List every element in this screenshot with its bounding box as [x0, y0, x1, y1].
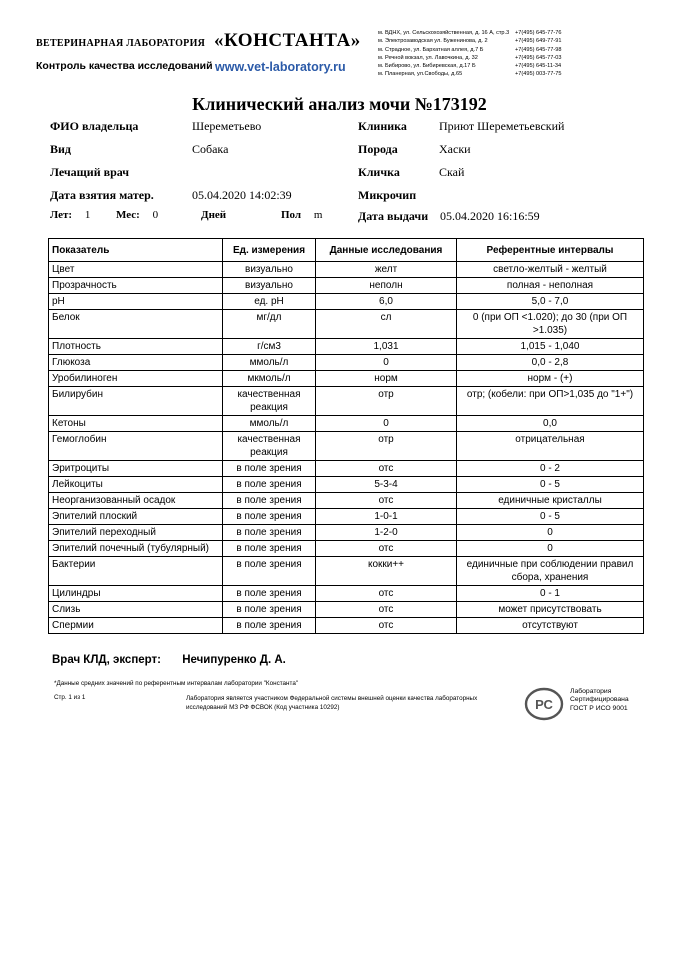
reference-cell: единичные кристаллы	[457, 493, 644, 509]
unit-cell: ммоль/л	[223, 416, 316, 432]
clinic-value: Приют Шереметьевский	[439, 119, 565, 133]
lab-subtitle: Контроль качества исследований	[36, 60, 213, 72]
reference-cell: 0	[457, 541, 644, 557]
sex-value: m	[313, 209, 323, 221]
parameter-cell: Гемоглобин	[49, 432, 223, 461]
breed-value: Хаски	[439, 142, 471, 156]
reference-cell: 5,0 - 7,0	[457, 294, 644, 310]
sample-date-label: Дата взятия матер.	[50, 188, 154, 202]
results-table	[48, 238, 644, 634]
reference-cell: светло-желтый - желтый	[457, 262, 644, 278]
unit-cell: мкмоль/л	[223, 371, 316, 387]
unit-cell: мг/дл	[223, 310, 316, 339]
lab-phones	[515, 29, 579, 79]
nickname-label: Кличка	[358, 165, 400, 179]
parameter-cell: Глюкоза	[49, 355, 223, 371]
unit-cell: качественная реакция	[223, 432, 316, 461]
issue-date-label: Дата выдачи	[358, 209, 429, 223]
age-years	[50, 209, 90, 221]
reference-cell: может присутствовать	[457, 602, 644, 618]
cert-line: ГОСТ Р ИСО 9001	[570, 704, 628, 712]
parameter-cell: Слизь	[49, 602, 223, 618]
reference-cell: единичные при соблюдении правил сбора, хранения	[457, 557, 644, 586]
parameter-cell: Цвет	[49, 262, 223, 278]
parameter-cell: Уробилиноген	[49, 371, 223, 387]
address-line: м. Страдное, ул. Бархатная аллея, д.7 Б	[378, 46, 484, 53]
unit-cell: в поле зрения	[223, 525, 316, 541]
reference-cell: 0 - 5	[457, 509, 644, 525]
address-line: м. Речной вокзал, ул. Лавочкина, д. 32	[378, 54, 478, 61]
parameter-cell: Билирубин	[49, 387, 223, 416]
age-months-value: 0	[152, 209, 159, 221]
expert-label: Врач КЛД, эксперт:	[52, 654, 162, 666]
parameter-cell: Лейкоциты	[49, 477, 223, 493]
result-cell: отс	[316, 586, 457, 602]
species-value: Собака	[192, 142, 229, 156]
reference-cell: отсутствуют	[457, 618, 644, 634]
result-cell: норм	[316, 371, 457, 387]
breed-label: Порода	[358, 142, 398, 156]
lab-website-link[interactable]: www.vet-laboratory.ru	[215, 60, 346, 74]
sample-date-value: 05.04.2020 14:02:39	[192, 188, 292, 202]
phone-line: +7(495) 003-77-75	[515, 71, 562, 78]
table-row	[49, 602, 644, 618]
table-row	[49, 310, 644, 339]
table-row	[49, 618, 644, 634]
unit-cell: в поле зрения	[223, 586, 316, 602]
parameter-cell: pH	[49, 294, 223, 310]
parameter-cell: Эпителий почечный (тубулярный)	[49, 541, 223, 557]
unit-cell: в поле зрения	[223, 602, 316, 618]
page-number: Стр. 1 из 1	[54, 694, 86, 701]
result-cell: 1,031	[316, 339, 457, 355]
parameter-cell: Белок	[49, 310, 223, 339]
parameter-cell: Кетоны	[49, 416, 223, 432]
reference-cell: 0	[457, 525, 644, 541]
results-table-body	[49, 262, 644, 634]
table-row	[49, 355, 644, 371]
column-header: Ед. измерения	[223, 239, 316, 262]
result-cell: сл	[316, 310, 457, 339]
reference-cell: 0 - 2	[457, 461, 644, 477]
age-years-label: Лет:	[50, 209, 73, 221]
result-cell: 0	[316, 355, 457, 371]
unit-cell: качественная реакция	[223, 387, 316, 416]
microchip-label: Микрочип	[358, 188, 417, 202]
phone-line: +7(495) 645-11-34	[515, 63, 562, 70]
table-row	[49, 509, 644, 525]
result-cell: отр	[316, 432, 457, 461]
unit-cell: ед. pH	[223, 294, 316, 310]
fsvok-notice: Лаборатория является участником Федеральной системы внешней оценки качества лабораторных исследований МЗ РФ ФСВОК (Код участника 10292)	[186, 695, 478, 711]
reference-note: *Данные средних значений по референтным интервалам лаборатории "Константа"	[54, 680, 299, 687]
unit-cell: в поле зрения	[223, 557, 316, 586]
table-row	[49, 262, 644, 278]
svg-text:РС: РС	[535, 697, 553, 712]
table-row	[49, 557, 644, 586]
unit-cell: в поле зрения	[223, 461, 316, 477]
cert-line: Лаборатория	[570, 688, 612, 695]
parameter-cell: Эритроциты	[49, 461, 223, 477]
issue-date-value: 05.04.2020 16:16:59	[440, 209, 540, 223]
sex-label: Пол	[281, 209, 302, 221]
reference-cell: 0 - 5	[457, 477, 644, 493]
lab-prefix: ВЕТЕРИНАРНАЯ ЛАБОРАТОРИЯ	[36, 38, 206, 49]
phone-line: +7(495) 645-77-76	[515, 30, 562, 36]
age-days-label: Дней	[201, 209, 227, 221]
result-cell: неполн	[316, 278, 457, 294]
nickname-value: Скай	[439, 165, 465, 179]
reference-cell: отрицательная	[457, 432, 644, 461]
table-row	[49, 477, 644, 493]
table-row	[49, 493, 644, 509]
reference-cell: 0,0	[457, 416, 644, 432]
column-header: Данные исследования	[316, 239, 457, 262]
species-label: Вид	[50, 142, 71, 156]
column-header: Показатель	[49, 239, 223, 262]
column-header: Референтные интервалы	[457, 239, 644, 262]
rst-certification-mark-icon	[524, 687, 564, 721]
parameter-cell: Плотность	[49, 339, 223, 355]
parameter-cell: Прозрачность	[49, 278, 223, 294]
unit-cell: визуально	[223, 262, 316, 278]
result-cell: желт	[316, 262, 457, 278]
result-cell: отс	[316, 618, 457, 634]
result-cell: отс	[316, 461, 457, 477]
unit-cell: г/см3	[223, 339, 316, 355]
unit-cell: ммоль/л	[223, 355, 316, 371]
reference-cell: 0 (при ОП <1.020); до 30 (при ОП >1.035)	[457, 310, 644, 339]
parameter-cell: Спермии	[49, 618, 223, 634]
reference-cell: отр; (кобели: при ОП>1,035 до "1+")	[457, 387, 644, 416]
result-cell: 6,0	[316, 294, 457, 310]
address-line: м. Бибирово, ул. Бибиревская, д.17 Б	[378, 63, 476, 70]
expert-name: Нечипуренко Д. А.	[182, 654, 286, 666]
page-title: Клинический анализ мочи №173192	[192, 94, 487, 114]
result-cell: отр	[316, 387, 457, 416]
address-line: м. ВДНХ, ул. Сельскохозяйственная, д. 16 А, стр.3	[378, 30, 510, 36]
unit-cell: в поле зрения	[223, 618, 316, 634]
result-cell: 0	[316, 416, 457, 432]
parameter-cell: Неорганизованный осадок	[49, 493, 223, 509]
table-row	[49, 339, 644, 355]
sex	[281, 209, 322, 221]
age-months-label: Мес:	[116, 209, 140, 221]
cert-line: Сертифицирована	[570, 696, 629, 704]
unit-cell: в поле зрения	[223, 493, 316, 509]
parameter-cell: Цилиндры	[49, 586, 223, 602]
unit-cell: в поле зрения	[223, 477, 316, 493]
parameter-cell: Эпителий переходный	[49, 525, 223, 541]
parameter-cell: Бактерии	[49, 557, 223, 586]
table-row	[49, 586, 644, 602]
certification-text	[570, 688, 629, 713]
address-line: м. Планерная, ул.Свободы, д.65	[378, 71, 463, 78]
table-row	[49, 432, 644, 461]
owner-label: ФИО владельца	[50, 119, 139, 133]
phone-line: +7(495) 645-77-98	[515, 46, 562, 53]
doctor-label: Лечащий врач	[50, 165, 130, 179]
owner-value: Шереметьево	[192, 119, 262, 133]
table-row	[49, 416, 644, 432]
result-cell: отс	[316, 541, 457, 557]
unit-cell: визуально	[223, 278, 316, 294]
result-cell: 1-0-1	[316, 509, 457, 525]
reference-cell: норм - (+)	[457, 371, 644, 387]
table-row	[49, 541, 644, 557]
age-years-value: 1	[84, 209, 91, 221]
expert-signature	[52, 654, 286, 666]
phone-line: +7(495) 645-77-03	[515, 54, 562, 61]
unit-cell: в поле зрения	[223, 509, 316, 525]
table-row	[49, 461, 644, 477]
table-row	[49, 387, 644, 416]
table-row	[49, 294, 644, 310]
reference-cell: 0 - 1	[457, 586, 644, 602]
table-header-row	[49, 239, 644, 262]
result-cell: 5-3-4	[316, 477, 457, 493]
phone-line: +7(495) 649-77-91	[515, 38, 562, 45]
address-line: м. Электрозаводская ул. Буженинова, д. 2	[378, 38, 488, 45]
parameter-cell: Эпителий плоский	[49, 509, 223, 525]
table-row	[49, 278, 644, 294]
result-cell: отс	[316, 602, 457, 618]
table-row	[49, 371, 644, 387]
age-months	[116, 209, 158, 221]
unit-cell: в поле зрения	[223, 541, 316, 557]
result-cell: отс	[316, 493, 457, 509]
reference-cell: 1,015 - 1,040	[457, 339, 644, 355]
lab-name: «КОНСТАНТА»	[214, 30, 361, 51]
table-row	[49, 525, 644, 541]
age-days	[201, 209, 236, 221]
clinic-label: Клиника	[358, 119, 407, 133]
reference-cell: полная - неполная	[457, 278, 644, 294]
reference-cell: 0,0 - 2,8	[457, 355, 644, 371]
result-cell: кокки++	[316, 557, 457, 586]
result-cell: 1-2-0	[316, 525, 457, 541]
